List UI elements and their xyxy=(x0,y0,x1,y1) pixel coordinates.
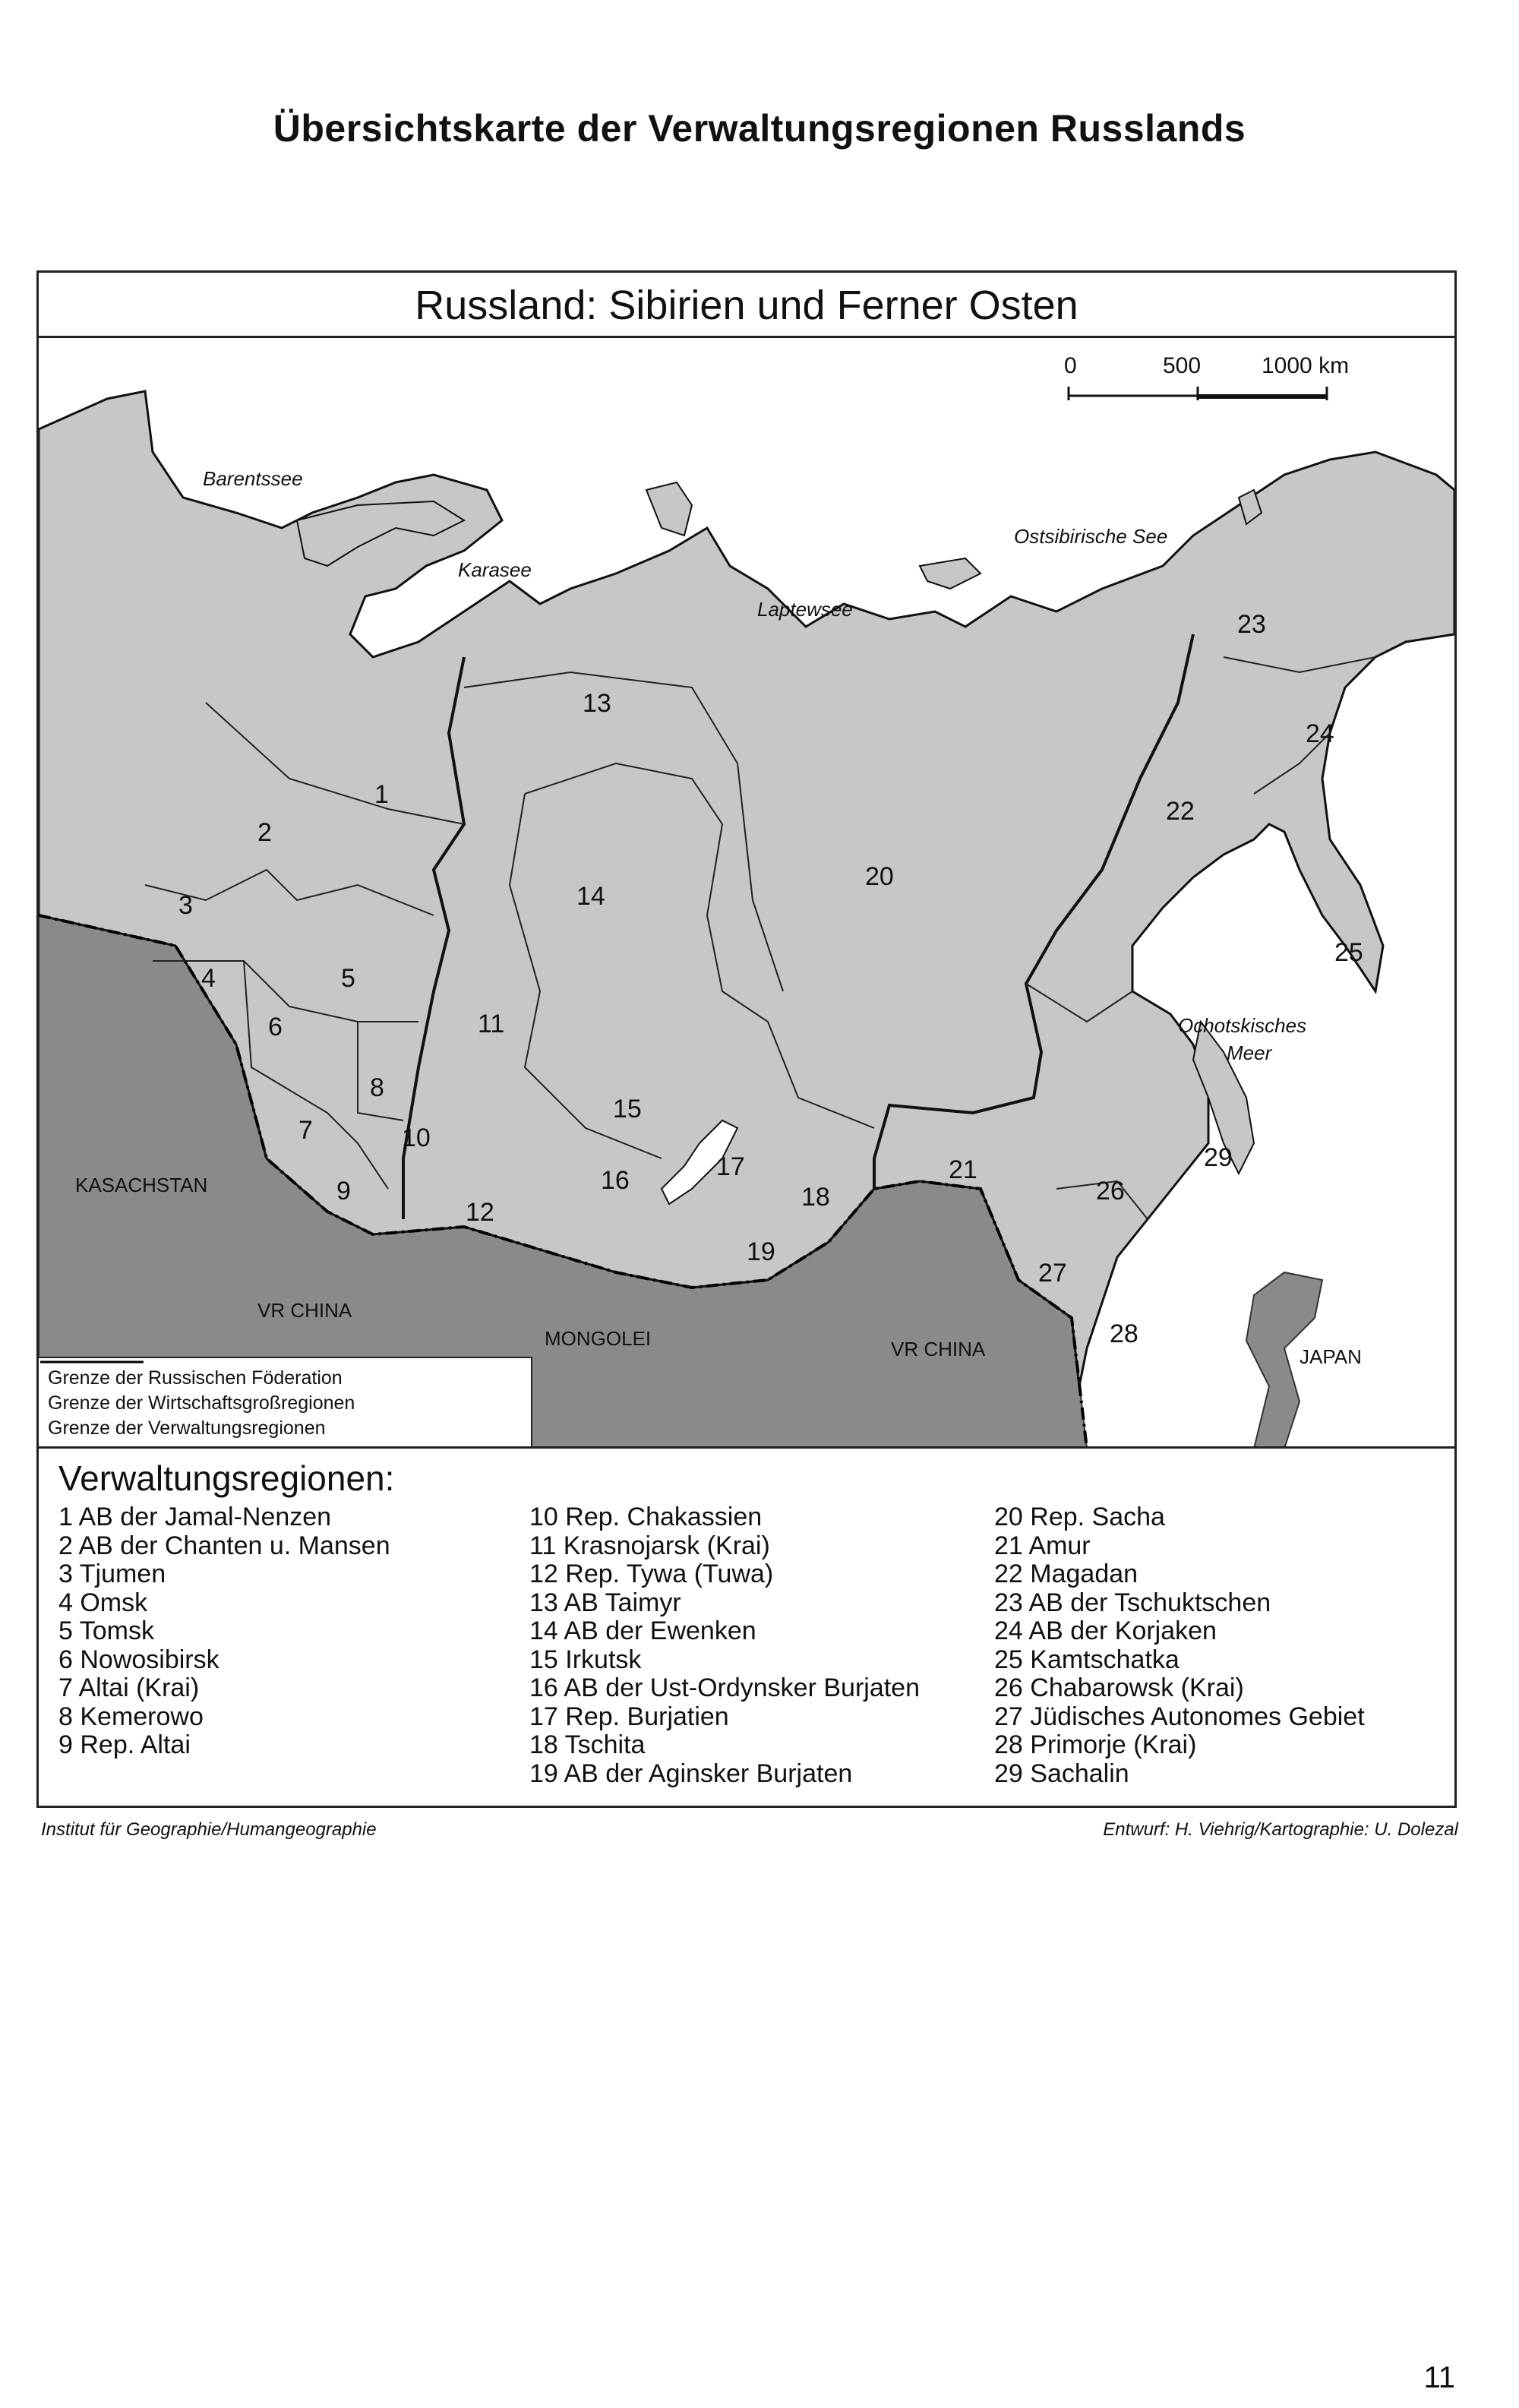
region-entry: 6 Nowosibirsk xyxy=(58,1645,219,1674)
regions-heading: Verwaltungsregionen: xyxy=(58,1458,395,1498)
region-entry: 16 AB der Ust-Ordynsker Burjaten xyxy=(529,1673,921,1702)
legend-row-federation xyxy=(48,1366,522,1391)
map-frame xyxy=(36,270,1457,1808)
country-label-mongolia: MONGOLEI xyxy=(545,1327,652,1350)
region-number-10: 10 xyxy=(402,1123,431,1152)
region-number-22: 22 xyxy=(1166,797,1195,826)
region-entry: 18 Tschita xyxy=(529,1730,646,1759)
region-number-19: 19 xyxy=(747,1237,775,1266)
legend-label-region: Grenze der Verwaltungsregionen xyxy=(48,1417,326,1439)
regions-column-2 xyxy=(529,1503,994,1788)
region-number-20: 20 xyxy=(865,862,894,891)
region-number-18: 18 xyxy=(801,1183,830,1212)
region-entry: 19 AB der Aginsker Burjaten xyxy=(529,1759,853,1788)
region-entry: 4 Omsk xyxy=(58,1588,148,1617)
regions-list xyxy=(39,1449,1454,1806)
region-number-6: 6 xyxy=(268,1013,283,1041)
sea-label-okhotsk-2: Meer xyxy=(1227,1041,1272,1064)
region-number-1: 1 xyxy=(374,780,389,809)
map-title: Russland: Sibirien und Ferner Osten xyxy=(39,273,1454,338)
region-number-12: 12 xyxy=(466,1198,494,1227)
region-number-13: 13 xyxy=(583,689,611,718)
country-label-kazakhstan: KASACHSTAN xyxy=(75,1174,208,1196)
page-number: 11 xyxy=(1423,2361,1455,2394)
region-number-27: 27 xyxy=(1038,1259,1067,1288)
region-number-8: 8 xyxy=(370,1073,384,1102)
sea-label-east-siberian: Ostsibirische See xyxy=(1014,525,1168,548)
region-entry: 3 Tjumen xyxy=(58,1560,166,1588)
region-number-29: 29 xyxy=(1204,1143,1233,1172)
region-entry: 24 AB der Korjaken xyxy=(994,1616,1217,1645)
region-entry: 22 Magadan xyxy=(994,1560,1138,1588)
country-label-japan: JAPAN xyxy=(1300,1345,1362,1368)
region-entry: 25 Kamtschatka xyxy=(994,1645,1180,1674)
map-graphic xyxy=(39,338,1454,1449)
country-label-china-east: VR CHINA xyxy=(891,1338,986,1360)
region-entry: 23 AB der Tschuktschen xyxy=(994,1588,1271,1617)
region-entry: 26 Chabarowsk (Krai) xyxy=(994,1673,1244,1702)
legend-line-thin xyxy=(39,1358,145,1366)
region-entry: 20 Rep. Sacha xyxy=(994,1503,1165,1531)
page-title: Übersichtskarte der Verwaltungsregionen Russlands xyxy=(273,107,1246,150)
region-number-17: 17 xyxy=(716,1152,745,1181)
region-number-4: 4 xyxy=(201,964,216,993)
region-number-23: 23 xyxy=(1237,610,1266,639)
scale-label-1000: 1000 km xyxy=(1262,353,1350,378)
sea-label-okhotsk-1: Ochotskisches xyxy=(1178,1014,1307,1037)
scale-label-500: 500 xyxy=(1163,353,1202,378)
region-number-21: 21 xyxy=(949,1155,977,1184)
sea-label-laptev: Laptewsee xyxy=(757,598,853,621)
region-number-3: 3 xyxy=(178,891,193,920)
map-area xyxy=(39,338,1454,1449)
region-entry: 21 Amur xyxy=(994,1531,1091,1560)
scale-bar xyxy=(1064,353,1383,414)
region-number-16: 16 xyxy=(601,1166,630,1195)
region-entry: 28 Primorje (Krai) xyxy=(994,1730,1197,1759)
map-legend xyxy=(39,1357,532,1446)
region-entry: 13 AB Taimyr xyxy=(529,1588,681,1617)
region-entry: 27 Jüdisches Autonomes Gebiet xyxy=(994,1702,1365,1731)
region-number-24: 24 xyxy=(1306,719,1334,748)
region-entry: 7 Altai (Krai) xyxy=(58,1673,200,1702)
country-label-china-west: VR CHINA xyxy=(257,1299,352,1322)
region-entry: 11 Krasnojarsk (Krai) xyxy=(529,1531,770,1560)
footer-institute: Institut für Geographie/Humangeographie xyxy=(41,1819,377,1840)
region-entry: 29 Sachalin xyxy=(994,1759,1129,1788)
region-number-28: 28 xyxy=(1110,1319,1138,1348)
region-entry: 9 Rep. Altai xyxy=(58,1730,191,1759)
region-entry: 15 Irkutsk xyxy=(529,1645,642,1674)
region-number-2: 2 xyxy=(257,818,272,847)
footer-credits: Entwurf: H. Viehrig/Kartographie: U. Dolezal xyxy=(1103,1819,1458,1840)
legend-label-macroregion: Grenze der Wirtschaftsgroßregionen xyxy=(48,1392,355,1414)
legend-row-region xyxy=(48,1416,522,1441)
region-number-11: 11 xyxy=(478,1010,505,1038)
region-entry: 12 Rep. Tywa (Tuwa) xyxy=(529,1560,774,1588)
region-entry: 17 Rep. Burjatien xyxy=(529,1702,729,1731)
region-number-7: 7 xyxy=(298,1116,313,1145)
scale-bar-graphic xyxy=(1064,381,1383,411)
region-number-15: 15 xyxy=(613,1095,642,1123)
region-entry: 2 AB der Chanten u. Mansen xyxy=(58,1531,390,1560)
region-entry: 5 Tomsk xyxy=(58,1616,154,1645)
regions-column-1 xyxy=(58,1503,529,1788)
region-number-26: 26 xyxy=(1096,1177,1125,1206)
region-number-9: 9 xyxy=(336,1177,351,1206)
regions-columns xyxy=(58,1503,1435,1788)
region-entry: 10 Rep. Chakassien xyxy=(529,1503,763,1531)
regions-column-3 xyxy=(994,1503,1420,1788)
region-number-14: 14 xyxy=(576,882,605,911)
region-entry: 14 AB der Ewenken xyxy=(529,1616,756,1645)
region-entry: 8 Kemerowo xyxy=(58,1702,204,1731)
sea-label-kara: Karasee xyxy=(458,558,532,581)
legend-row-macroregion xyxy=(48,1391,522,1416)
region-number-25: 25 xyxy=(1334,938,1363,967)
legend-label-federation: Grenze der Russischen Föderation xyxy=(48,1367,343,1389)
sea-label-barents: Barentssee xyxy=(203,467,303,490)
region-entry: 1 AB der Jamal-Nenzen xyxy=(58,1503,332,1531)
scale-label-0: 0 xyxy=(1064,353,1077,378)
region-number-5: 5 xyxy=(341,964,355,993)
